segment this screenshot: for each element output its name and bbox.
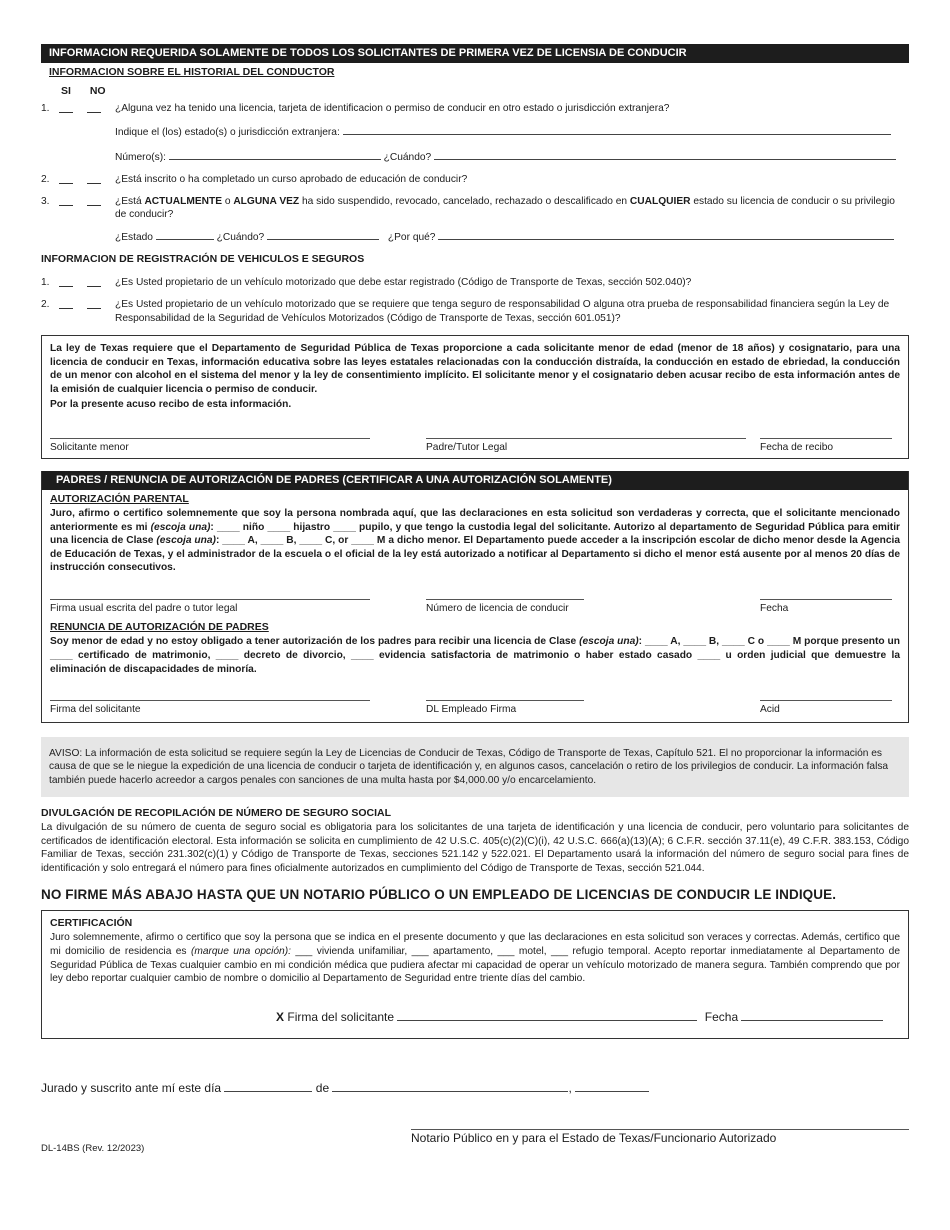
estado-label: ¿Estado [115, 231, 153, 243]
history-title: INFORMACION SOBRE EL HISTORIAL DEL CONDUCTOR [49, 65, 335, 78]
question-text: ¿Está ACTUALMENTE o ALGUNA VEZ ha sido suspendido, revocado, cancelado, rechazado o descalificado en CUALQUIER estado su licencia de conducir o su privilegio de conducir? [115, 195, 895, 221]
receipt-date-line[interactable] [760, 438, 892, 455]
waiver-signatures [50, 700, 900, 717]
question-text: ¿Está inscrito o ha completado un curso aprobado de educación de conducir? [115, 174, 468, 186]
question-text: ¿Es Usted propietario de un vehículo motorizado que se requiere que tenga seguro de responsabilidad O alguna otra prueba de responsabilidad financiera según la Ley de Responsabilidad de la Seguridad de Vehículos Motorizados (Código de Transporte de Texas, sección 601.051)? [115, 298, 890, 324]
sig-label: Padre/Tutor Legal [426, 441, 508, 453]
history-q2 [41, 173, 909, 187]
no-label: NO [89, 84, 106, 97]
when-field[interactable] [267, 229, 379, 240]
notary-label: Notario Público en y para el Estado de Texas/Funcionario Autorizado [411, 1130, 777, 1145]
license-number-line[interactable] [426, 599, 584, 616]
history-q3 [41, 195, 909, 222]
auth-title: AUTORIZACIÓN PARENTAL [50, 493, 189, 506]
q-number: 1. [41, 277, 50, 289]
no-blank[interactable] [87, 102, 101, 113]
when-field[interactable] [434, 149, 896, 160]
q-number: 3. [41, 195, 50, 207]
yes-blank[interactable] [59, 102, 73, 113]
do-not-sign-warning: NO FIRME MÁS ABAJO HASTA QUE UN NOTARIO PÚBLICO O UN EMPLEADO DE LICENCIAS DE CONDUCIR LE INDIQUE. [41, 886, 837, 902]
cert-signature-field[interactable] [397, 1008, 697, 1021]
state-label: Indique el (los) estado(s) o jurisdicción extranjera: [115, 127, 340, 139]
when-label: ¿Cuándo? [383, 151, 432, 163]
cert-signature-row [50, 1008, 900, 1026]
sig-label: Firma del solicitante [50, 704, 141, 716]
certification-text: Juro solemnemente, afirmo o certifico que soy la persona que se indica en el presente documento y que las declaraciones en esta solicitud son veraces y correctas. Además, certifico que mi domicilio de residencia es (marque una opción): ___ vivienda unifamiliar, ___ apartamento, ___ motel, ___ refugio temporal. Acepto reportar inmediatamente al Departamento de Seguridad Pública de Texas cualquier cambio en mi condición médica que pudiera afectar mi capacidad de operar un vehículo motorizado de manera segura. También comprendo que por ley debo reportar cualquier cambio de nombre o domicilio al Departamento de Seguridad entre triente días del cambio. [50, 932, 900, 985]
yes-blank[interactable] [59, 298, 73, 309]
no-blank[interactable] [87, 173, 101, 184]
form-id: DL-14BS (Rev. 12/2023) [41, 1142, 145, 1154]
q-number: 2. [41, 174, 50, 186]
vehicle-q2 [41, 298, 909, 325]
state-row [41, 124, 909, 140]
ssn-text: La divulgación de su número de cuenta de seguro social es obligatoria para los solicitantes de una tarjeta de identificación y una licencia de conducir, pero voluntario para solicitantes de certificados de identificación electoral. Esta información se solicita en cumplimiento de 42 U.S.C. 405(c)(2)(C)(i), 42 U.S.C. 666(a)(13)(A); 6 C.F.R. sección 37.11(e), 49 C.F.R. 383.153, Código Familiar de Texas, sección 231.302(c)(1) y Código de Transporte de Texas, secciones 521.142 y 522.021. El Departamento usará la información del número de seguro social para fines de identificación y solo entregará el número para fines oficialmente autorizados en cumplimiento del Código de Transporte de Texas, sección 521.044. [41, 822, 909, 874]
x-mark: X [276, 1009, 285, 1024]
acid-line[interactable] [760, 700, 892, 717]
sig-label: Solicitante menor [50, 441, 129, 453]
certification-box [41, 910, 909, 1038]
sworn-year-field[interactable] [575, 1079, 649, 1092]
no-blank[interactable] [87, 195, 101, 206]
applicant-signature-line[interactable] [50, 700, 370, 717]
waiver-text: Soy menor de edad y no estoy obligado a tener autorización de los padres para recibir una licencia de Clase (escoja una): ____ A, ____ B, ____ C o ____ M porque presento un ____ certificado de matrimonio, ____ decreto de divorcio, ____ evidencia satisfactoria de matrimonio o haber estado casado ____ u orden judicial que demuestre la eliminación de discapacidades de minoría. [50, 636, 900, 675]
yes-label: SI [61, 84, 71, 97]
when-label: ¿Cuándo? [216, 231, 265, 243]
ssn-title: DIVULGACIÓN DE RECOPILACIÓN DE NÚMERO DE SEGURO SOCIAL [41, 807, 392, 820]
sworn-row: Jurado y suscrito ante mí este día de , [41, 1079, 909, 1097]
minor-notice-text: La ley de Texas requiere que el Departamento de Seguridad Pública de Texas proporcione a cada solicitante menor de edad (menor de 18 años) y cosignatario, para una licencia de conducir en Texas, información educativa sobre las leyes estatales relacionadas con la conducción distraída, la conducción en estado de ebriedad, la conducción de un menor con alcohol en el sistema del menor y la ley de consentimiento implícito. El solicitante menor y el cosignatario deben acusar recibo de esta información antes de la emisión de cualquier licencia o permiso de conducir. [50, 343, 900, 395]
yes-no-header [41, 85, 909, 99]
ack-text: Por la presente acuso recibo de esta información. [50, 399, 292, 411]
cert-date-field[interactable] [741, 1008, 883, 1021]
numbers-field[interactable] [169, 149, 381, 160]
question-text: ¿Es Usted propietario de un vehículo motorizado que debe estar registrado (Código de Transporte de Texas, sección 502.040)? [115, 277, 692, 289]
minor-notice-box [41, 335, 909, 459]
history-q1 [41, 102, 909, 116]
minor-signature-line[interactable] [50, 438, 370, 455]
sworn-label: Jurado y suscrito ante mí este día [41, 1080, 222, 1095]
why-label: ¿Por qué? [387, 231, 436, 243]
numbers-row [41, 149, 909, 165]
no-blank[interactable] [87, 276, 101, 287]
sig-label: Fecha [760, 602, 789, 614]
waiver-title: RENUNCIA DE AUTORIZACIÓN DE PADRES [50, 621, 269, 634]
guardian-signature-line[interactable] [426, 438, 746, 455]
sig-label: Fecha de recibo [760, 441, 834, 453]
q-number: 1. [41, 102, 50, 114]
vehicle-title: INFORMACION DE REGISTRACIÓN DE VEHICULOS E SEGUROS [41, 253, 365, 266]
sig-label: DL Empleado Firma [426, 704, 517, 716]
state-field[interactable] [343, 124, 891, 135]
auth-text: Juro, afirmo o certifico solemnemente que soy la persona nombrada aquí, que las declaraciones en esta solicitud son verdaderas y correcta, que el solicitante mencionado anteriormente es mi (escoja una): ____ niño ____ hijastro ____ pupilo, y que tengo la custodia legal del solicitante. Autorizo al departamento de Seguridad Pública para emitir una licencia de Clase (escoja una): ____ A, ____ B, ____ C, or ____ M a dicho menor. El Departamento puede acceder a la inscripción escolar de dicho menor desde la Agencia de Educación de Texas, y el administrador de la escuela o el oficial de la ley está autorizado a notificar al Departamento si dicho el menor está ausente por al menos 20 días de instrucción consecutivos. [50, 508, 901, 574]
sworn-day-field[interactable] [224, 1079, 312, 1092]
form-page [41, 44, 909, 1155]
sworn-month-field[interactable] [332, 1079, 568, 1092]
why-field[interactable] [438, 229, 894, 240]
parents-box [41, 471, 909, 722]
yes-blank[interactable] [59, 276, 73, 287]
date-label: Fecha [704, 1009, 739, 1024]
certification-title: CERTIFICACIÓN [50, 917, 133, 930]
numbers-label: Número(s): [115, 151, 166, 163]
sig-label: Número de licencia de conducir [426, 602, 569, 614]
q-number: 2. [41, 298, 50, 310]
estado-row [41, 229, 909, 245]
yes-blank[interactable] [59, 195, 73, 206]
yes-blank[interactable] [59, 173, 73, 184]
auth-signatures [50, 599, 900, 616]
notice-box: AVISO: La información de esta solicitud se requiere según la Ley de Licencias de Conducir de Texas, Código de Transporte de Texas, Capítulo 521. El no proporcionar la información es causa de que se le niegue la expedición de una licencia de conducir o tarjeta de identificación y, en algunos casos, cancelación o retiro de los privilegios de conducir. La información falsa también puede hacerlo acreedor a cargos penales con sanciones de una multa hasta por $4,000.00 y/o encarcelamiento. [41, 737, 909, 798]
estado-field[interactable] [156, 229, 214, 240]
sworn-de: de [315, 1080, 330, 1095]
sig-label: Firma usual escrita del padre o tutor legal [50, 602, 238, 614]
minor-signatures [50, 438, 900, 455]
section-bar-parents: PADRES / RENUNCIA DE AUTORIZACIÓN DE PADRES (CERTIFICAR A UNA AUTORIZACIÓN SOLAMENTE) [42, 471, 908, 490]
vehicle-q1 [41, 276, 909, 290]
question-text: ¿Alguna vez ha tenido una licencia, tarjeta de identificacion o permiso de conducir en otro estado o jurisdicción extranjera? [115, 102, 670, 114]
no-blank[interactable] [87, 298, 101, 309]
sig-label: Firma del solicitante [287, 1009, 395, 1024]
parent-signature-line[interactable] [50, 599, 370, 616]
sig-label: Acid [760, 704, 780, 716]
employee-signature-line[interactable] [426, 700, 584, 717]
auth-date-line[interactable] [760, 599, 892, 616]
section-bar-first-time: INFORMACION REQUERIDA SOLAMENTE DE TODOS LOS SOLICITANTES DE PRIMERA VEZ DE LICENSIA DE CONDUCIR [41, 44, 909, 63]
